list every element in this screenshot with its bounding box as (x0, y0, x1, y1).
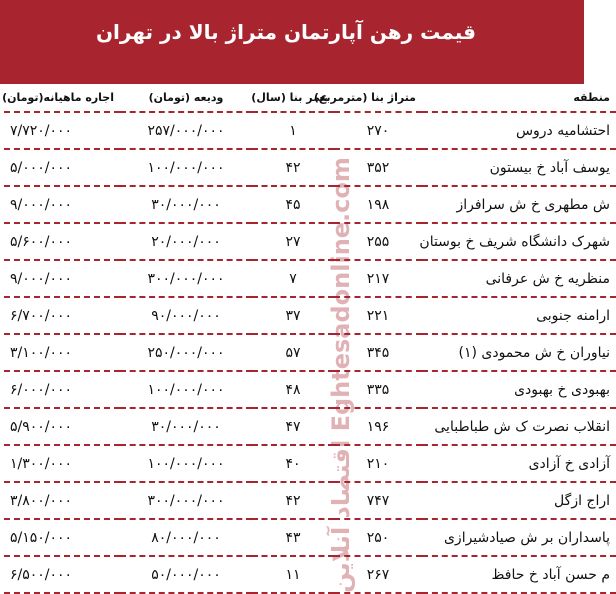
column-header-rent: اجاره ماهیانه(تومان) (4, 84, 120, 112)
table-row (4, 445, 616, 482)
column-header-age: عمر بنا (سال) (252, 84, 334, 112)
cell-area: ۲۲۱ (334, 297, 422, 334)
cell-region: آزادی خ آزادی (422, 445, 616, 482)
cell-deposit: ۳۰/۰۰۰/۰۰۰ (120, 408, 252, 445)
cell-region: انقلاب نصرت ک ش طباطبایی (422, 408, 616, 445)
table-row (4, 334, 616, 371)
cell-region: ارامنه جنوبی (422, 297, 616, 334)
table-row (4, 408, 616, 445)
watermark-text: اقتصاد آنلاین Eghtesadonline.com (327, 157, 355, 593)
cell-rent: ۶/۷۰۰/۰۰۰ (4, 297, 120, 334)
cell-rent: ۵/۶۰۰/۰۰۰ (4, 223, 120, 260)
cell-area: ۲۵۰ (334, 519, 422, 556)
cell-deposit: ۱۰۰/۰۰۰/۰۰۰ (120, 445, 252, 482)
cell-region: پاسداران بر ش صیادشیرازی (422, 519, 616, 556)
price-table (4, 84, 616, 594)
cell-deposit: ۲۰/۰۰۰/۰۰۰ (120, 223, 252, 260)
cell-area: ۳۴۵ (334, 334, 422, 371)
cell-age: ۴۷ (252, 408, 334, 445)
cell-rent: ۳/۱۰۰/۰۰۰ (4, 334, 120, 371)
cell-area: ۲۷۰ (334, 112, 422, 149)
cell-area: ۲۱۷ (334, 260, 422, 297)
cell-age: ۷ (252, 260, 334, 297)
cell-age: ۴۲ (252, 149, 334, 186)
cell-area: ۷۴۷ (334, 482, 422, 519)
cell-deposit: ۹۰/۰۰۰/۰۰۰ (120, 297, 252, 334)
column-header-region: منطقه (422, 84, 616, 112)
table-row (4, 149, 616, 186)
table-row (4, 519, 616, 556)
cell-area: ۱۹۶ (334, 408, 422, 445)
cell-rent: ۱/۳۰۰/۰۰۰ (4, 445, 120, 482)
table-body (4, 112, 616, 593)
cell-rent: ۳/۸۰۰/۰۰۰ (4, 482, 120, 519)
cell-age: ۴۵ (252, 186, 334, 223)
table-row (4, 112, 616, 149)
cell-region: م حسن آباد خ حافظ (422, 556, 616, 593)
cell-region: نیاوران خ ش محمودی (۱) (422, 334, 616, 371)
cell-deposit: ۲۵۷/۰۰۰/۰۰۰ (120, 112, 252, 149)
cell-age: ۲۷ (252, 223, 334, 260)
cell-region: شهرک دانشگاه شریف خ بوستان (422, 223, 616, 260)
cell-age: ۴۰ (252, 445, 334, 482)
cell-rent: ۵/۹۰۰/۰۰۰ (4, 408, 120, 445)
cell-rent: ۹/۰۰۰/۰۰۰ (4, 186, 120, 223)
cell-age: ۳۷ (252, 297, 334, 334)
cell-area: ۳۳۵ (334, 371, 422, 408)
cell-rent: ۵/۰۰۰/۰۰۰ (4, 149, 120, 186)
table-row (4, 371, 616, 408)
cell-deposit: ۵۰/۰۰۰/۰۰۰ (120, 556, 252, 593)
cell-age: ۱۱ (252, 556, 334, 593)
cell-region: یوسف آباد خ بیستون (422, 149, 616, 186)
cell-area: ۲۶۷ (334, 556, 422, 593)
cell-region: اراج ازگل (422, 482, 616, 519)
cell-rent: ۷/۷۲۰/۰۰۰ (4, 112, 120, 149)
cell-age: ۱ (252, 112, 334, 149)
cell-region: منظریه خ ش عرفانی (422, 260, 616, 297)
cell-rent: ۵/۱۵۰/۰۰۰ (4, 519, 120, 556)
cell-age: ۴۸ (252, 371, 334, 408)
cell-rent: ۹/۰۰۰/۰۰۰ (4, 260, 120, 297)
page-title: قیمت رهن آپارتمان متراژ بالا در تهران (95, 20, 476, 44)
title-bar (0, 0, 584, 84)
cell-deposit: ۳۰/۰۰۰/۰۰۰ (120, 186, 252, 223)
table-row (4, 482, 616, 519)
cell-region: ش مطهری خ ش سرافراز (422, 186, 616, 223)
cell-rent: ۶/۵۰۰/۰۰۰ (4, 556, 120, 593)
table-row (4, 223, 616, 260)
table-header-row (4, 84, 616, 112)
column-header-deposit: ودیعه (تومان) (120, 84, 252, 112)
table-row (4, 186, 616, 223)
cell-deposit: ۳۰۰/۰۰۰/۰۰۰ (120, 482, 252, 519)
column-header-area: متراژ بنا (مترمربع) (334, 84, 422, 112)
cell-deposit: ۱۰۰/۰۰۰/۰۰۰ (120, 371, 252, 408)
cell-deposit: ۲۵۰/۰۰۰/۰۰۰ (120, 334, 252, 371)
table-row (4, 297, 616, 334)
cell-rent: ۶/۰۰۰/۰۰۰ (4, 371, 120, 408)
cell-deposit: ۱۰۰/۰۰۰/۰۰۰ (120, 149, 252, 186)
cell-deposit: ۸۰/۰۰۰/۰۰۰ (120, 519, 252, 556)
cell-area: ۱۹۸ (334, 186, 422, 223)
cell-age: ۵۷ (252, 334, 334, 371)
cell-age: ۴۲ (252, 482, 334, 519)
cell-deposit: ۳۰۰/۰۰۰/۰۰۰ (120, 260, 252, 297)
cell-area: ۲۱۰ (334, 445, 422, 482)
table-row (4, 260, 616, 297)
cell-region: بهبودی خ بهبودی (422, 371, 616, 408)
cell-region: احتشامیه دروس (422, 112, 616, 149)
cell-age: ۴۳ (252, 519, 334, 556)
cell-area: ۲۵۵ (334, 223, 422, 260)
cell-area: ۳۵۲ (334, 149, 422, 186)
table-row (4, 556, 616, 593)
